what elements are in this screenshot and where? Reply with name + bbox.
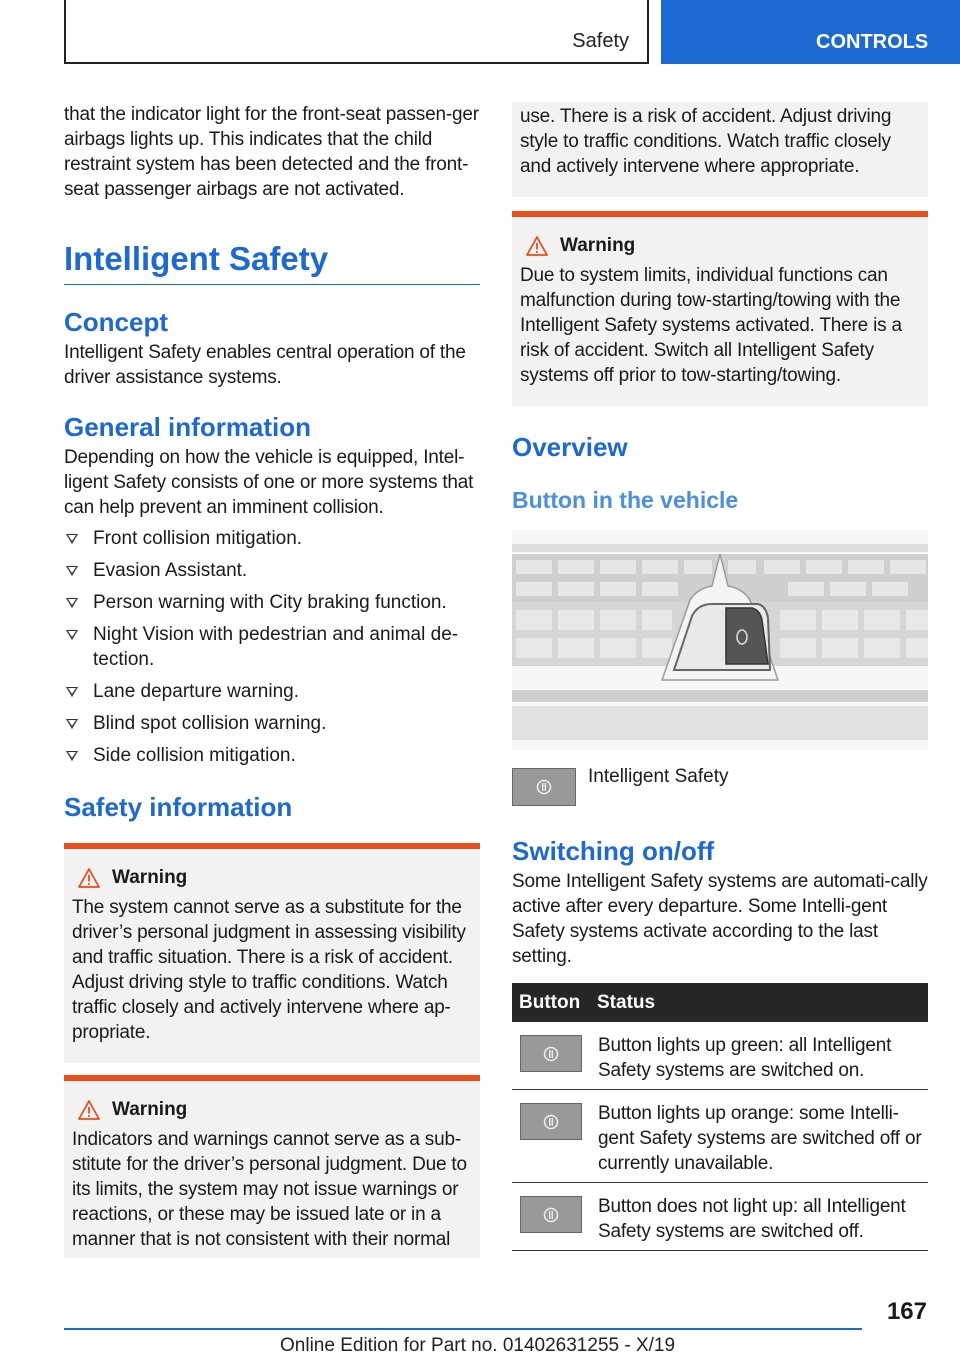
page-title: Intelligent Safety: [64, 240, 480, 285]
systems-list: [64, 526, 480, 768]
list-item: Person warning with City braking function.: [64, 590, 480, 615]
warning-text: use. There is a risk of accident. Adjust driving style to traffic conditions. Watch traffic closely and actively intervene where appropriate.: [520, 106, 892, 177]
bullet-triangle-icon: [66, 534, 78, 544]
bullet-triangle-icon: [66, 751, 78, 761]
safety-heading: Safety information: [64, 792, 293, 822]
general-text: Depending on how the vehicle is equipped, Intel-ligent Safety consists of one or more systems that can help prevent an imminent collision.: [64, 447, 474, 518]
warning-triangle-icon: [78, 1100, 100, 1120]
intelligent-safety-icon: [512, 768, 576, 806]
switch-text: Some Intelligent Safety systems are automati-cally active after every departure. Some Intelli-gent Safety systems activate according to the last setting.: [512, 871, 928, 967]
warning-text: The system cannot serve as a substitute for the driver’s personal judgment in assessing visibility and traffic situation. There is a risk of accident. Adjust driving style to traffic conditions. Watch traffic closely and actively intervene where ap-propriate.: [72, 897, 466, 1043]
bullet-triangle-icon: [66, 566, 78, 576]
page-number: 167: [886, 1298, 927, 1325]
bullet-triangle-icon: [66, 598, 78, 608]
switch-heading: Switching on/off: [512, 836, 715, 866]
table-row: [512, 1090, 928, 1183]
warning-text: Due to system limits, individual functions can malfunction during tow-starting/towing with the Intelligent Safety systems activated. There is a risk of accident. Switch all Intelligent Safety systems off prior to tow-starting/towing.: [520, 265, 902, 386]
bullet-triangle-icon: [66, 630, 78, 640]
warning-box: [512, 211, 928, 406]
footer-divider: [64, 1328, 862, 1330]
status-cell: Button does not light up: all Intelligent Safety systems are switched off.: [590, 1183, 928, 1251]
table-header: Button: [512, 983, 590, 1022]
warning-triangle-icon: [78, 868, 100, 888]
warning-triangle-icon: [526, 236, 548, 256]
list-item: Front collision mitigation.: [64, 526, 480, 551]
list-item: Night Vision with pedestrian and animal de-tection.: [64, 622, 480, 672]
intelligent-safety-icon: [520, 1035, 582, 1072]
left-column: [64, 102, 480, 1258]
status-cell: Button lights up orange: some Intelli-gent Safety systems are switched off or currently unavailable.: [590, 1090, 928, 1183]
warning-box: [64, 1075, 480, 1258]
button-caption: [512, 768, 928, 806]
chapter-tab-label: CONTROLS: [816, 31, 929, 53]
warning-text: Indicators and warnings cannot serve as a sub-stitute for the driver’s personal judgment. Due to its limits, the system may not issue warnings or reactions, or these may be issued late or in a manner that is not consistent with their normal: [72, 1129, 467, 1250]
button-heading: Button in the vehicle: [512, 487, 739, 513]
vehicle-button-photo: [512, 530, 928, 750]
right-column: [512, 102, 928, 1251]
list-item: Evasion Assistant.: [64, 558, 480, 583]
intelligent-safety-icon: [520, 1103, 582, 1140]
warning-title: Warning: [560, 235, 636, 256]
caption-text: Intelligent Safety: [588, 766, 729, 787]
concept-text: Intelligent Safety enables central operation of the driver assistance systems.: [64, 342, 466, 388]
edition-text: Online Edition for Part no. 01402631255 - X/19: [280, 1335, 676, 1356]
status-table: [512, 983, 928, 1251]
chapter-tab: [661, 0, 960, 64]
list-item: Lane departure warning.: [64, 679, 480, 704]
list-item: Blind spot collision warning.: [64, 711, 480, 736]
warning-box: [64, 843, 480, 1063]
table-row: [512, 1183, 928, 1251]
intro-text: that the indicator light for the front-seat passen-ger airbags lights up. This indicates that the child restraint system has been detected and the front-seat passenger airbags are not activated.: [64, 104, 479, 200]
table-header: Status: [590, 983, 928, 1022]
section-title: Safety: [572, 30, 629, 52]
list-item: Side collision mitigation.: [64, 743, 480, 768]
overview-heading: Overview: [512, 432, 628, 462]
bullet-triangle-icon: [66, 687, 78, 697]
warning-title: Warning: [112, 867, 188, 888]
status-cell: Button lights up green: all Intelligent Safety systems are switched on.: [590, 1022, 928, 1090]
warning-box-continued: [512, 102, 928, 197]
table-row: [512, 1022, 928, 1090]
header-frame: [64, 0, 649, 64]
concept-heading: Concept: [64, 307, 168, 337]
warning-title: Warning: [112, 1099, 188, 1120]
general-heading: General information: [64, 412, 312, 442]
intelligent-safety-icon: [520, 1196, 582, 1233]
bullet-triangle-icon: [66, 719, 78, 729]
